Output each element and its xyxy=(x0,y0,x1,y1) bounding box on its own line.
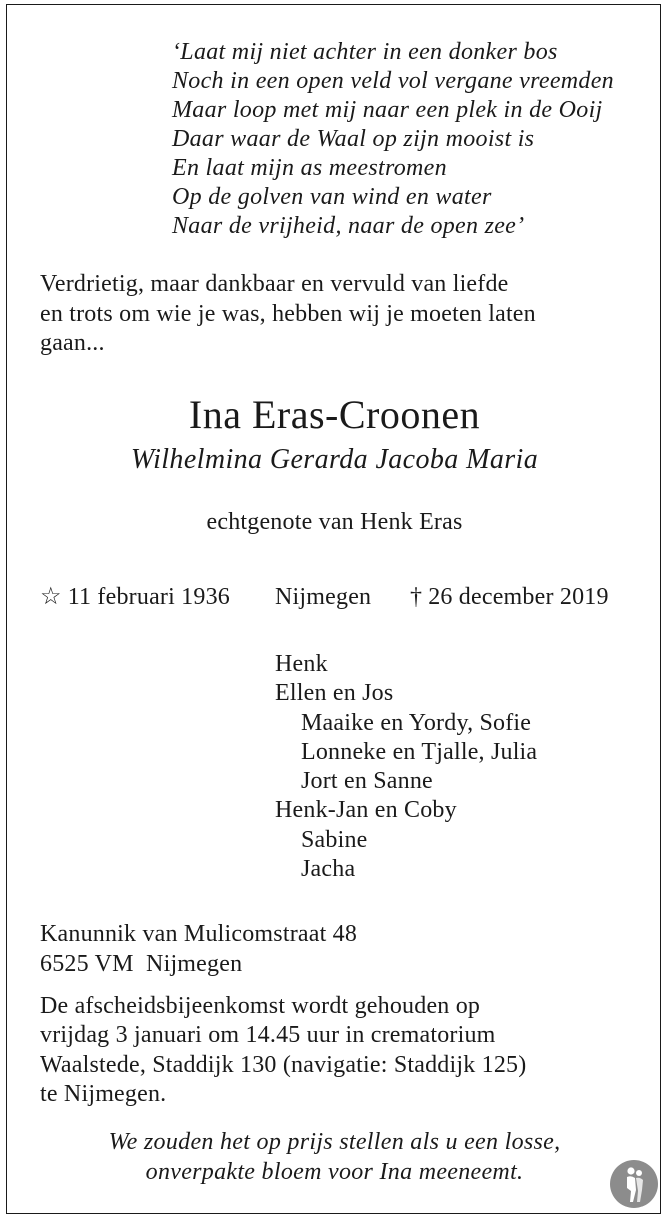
ceremony-details xyxy=(40,992,640,1109)
poem-line: Daar waar de Waal op zijn mooist is xyxy=(172,126,535,152)
birth-date-text: 11 februari 1936 xyxy=(67,584,230,610)
poem-line: En laat mijn as meestromen xyxy=(172,155,447,181)
death-date xyxy=(410,582,609,612)
cross-icon: † xyxy=(410,584,423,610)
address-postal-city: 6525 VM Nijmegen xyxy=(40,950,243,977)
poem-line: Op de golven van wind en water xyxy=(172,184,492,210)
correspondence-address xyxy=(40,920,357,979)
family-list xyxy=(275,650,537,884)
ceremony-line: De afscheidsbijeenkomst wordt gehouden op xyxy=(40,993,481,1019)
death-date-text: 26 december 2019 xyxy=(428,584,609,610)
spouse-line: echtgenote van Henk Eras xyxy=(206,509,463,535)
poem-line: ‘Laat mij niet achter in een donker bos xyxy=(172,39,558,65)
closing-line: onverpakte bloem voor Ina meeneemt. xyxy=(145,1158,524,1185)
family-member: Jort en Sanne xyxy=(301,768,433,795)
ceremony-line: Waalstede, Staddijk 130 (navigatie: Staddijk 125) xyxy=(40,1051,527,1078)
ceremony-line: vrijdag 3 januari om 14.45 uur in crematorium xyxy=(40,1022,496,1049)
poem-line: Naar de vrijheid, naar de open zee’ xyxy=(172,213,525,239)
intro-line: Verdrietig, maar dankbaar en vervuld van liefde xyxy=(40,271,509,297)
intro-line: gaan... xyxy=(40,330,105,356)
ceremony-line: te Nijmegen. xyxy=(40,1080,167,1107)
family-member: Jacha xyxy=(301,856,356,883)
deceased-name: Ina Eras-Croonen xyxy=(188,392,481,437)
closing-request xyxy=(0,1128,669,1187)
intro-text xyxy=(40,270,640,359)
address-street: Kanunnik van Mulicomstraat 48 xyxy=(40,921,358,947)
birth-date xyxy=(40,582,230,612)
closing-line: We zouden het op prijs stellen als u een losse, xyxy=(108,1129,561,1155)
family-member: Ellen en Jos xyxy=(275,680,394,707)
star-icon: ☆ xyxy=(40,584,62,610)
place: Nijmegen xyxy=(275,584,372,610)
intro-line: en trots om wie je was, hebben wij je moeten laten xyxy=(40,300,536,327)
poem-line: Noch in een open veld vol vergane vreemden xyxy=(172,68,614,94)
memorial-figure-icon xyxy=(610,1160,658,1208)
family-member: Sabine xyxy=(301,826,368,853)
family-member: Henk-Jan en Coby xyxy=(275,797,457,824)
poem xyxy=(172,38,614,241)
family-member: Henk xyxy=(275,651,328,677)
family-member: Maaike en Yordy, Sofie xyxy=(301,709,532,736)
poem-line: Maar loop met mij naar een plek in de Ooij xyxy=(172,97,603,123)
family-member: Lonneke en Tjalle, Julia xyxy=(301,738,538,765)
deceased-full-names: Wilhelmina Gerarda Jacoba Maria xyxy=(130,444,539,475)
